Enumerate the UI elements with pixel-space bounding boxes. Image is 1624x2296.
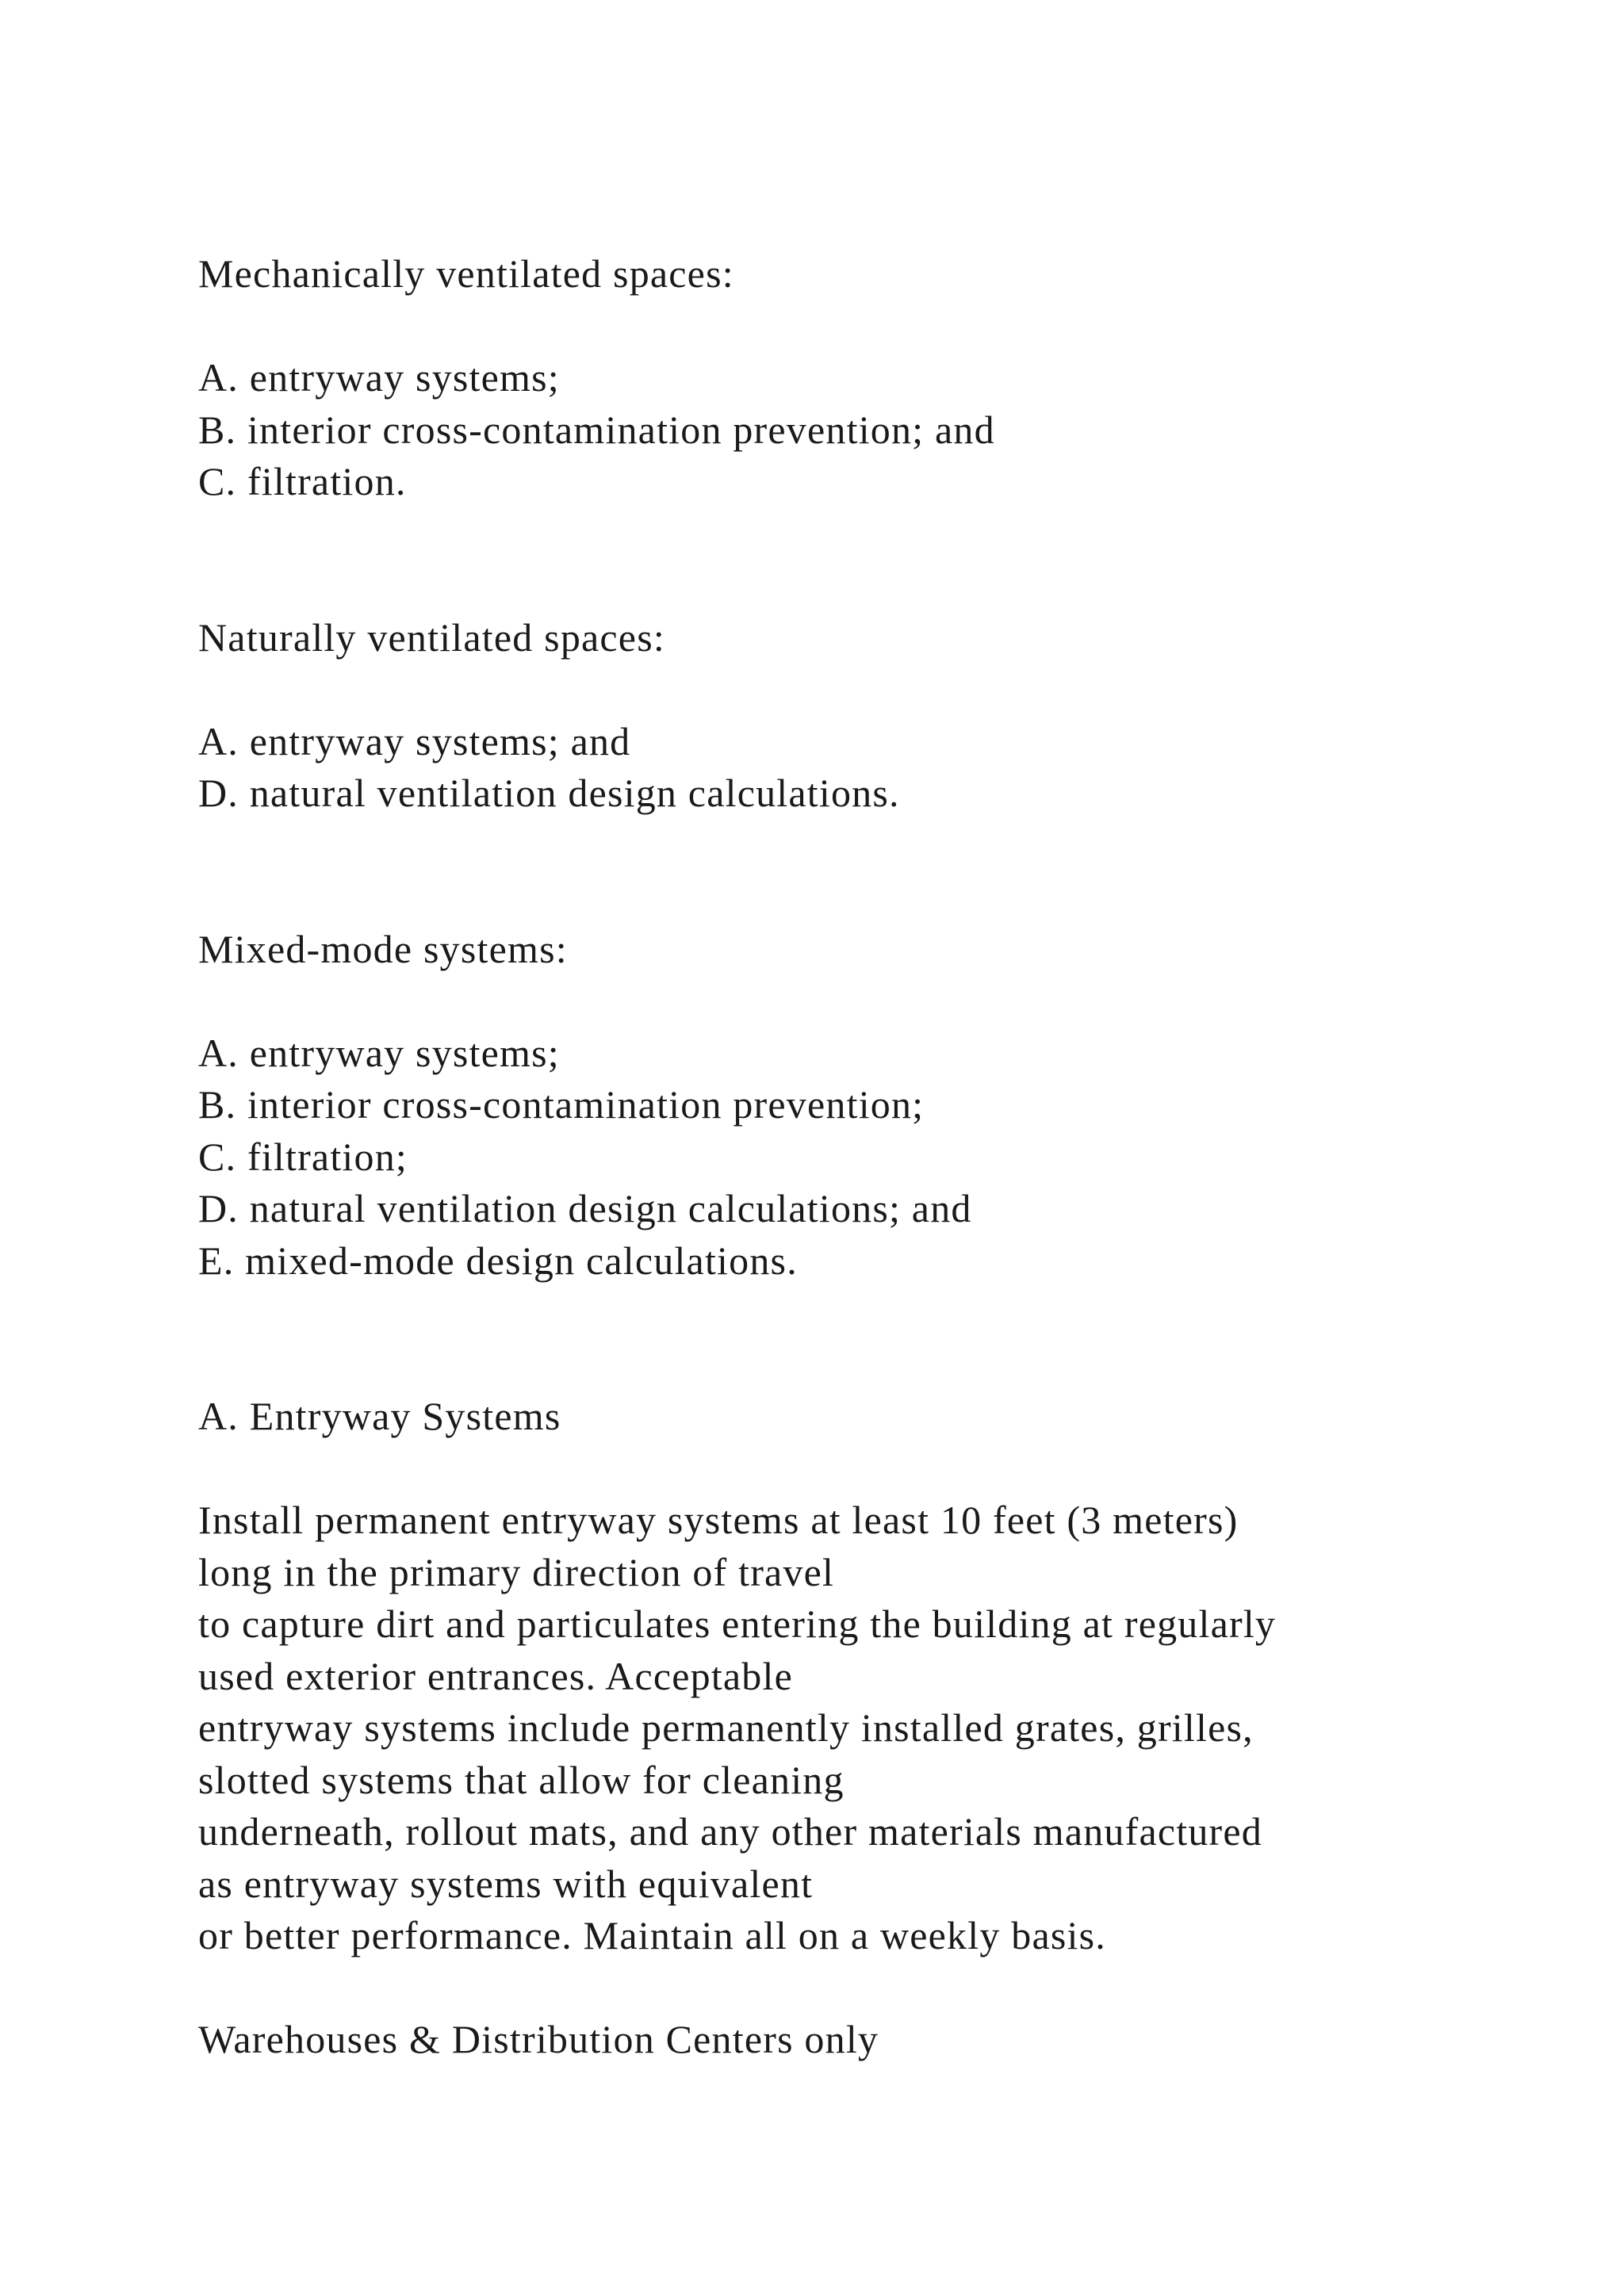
paragraph-line: as entryway systems with equivalent <box>198 1861 814 1906</box>
spacer <box>198 1443 1546 1495</box>
paragraph-line: to capture dirt and particulates entering the building at regularly <box>198 1601 1277 1646</box>
list-item: D. natural ventilation design calculations. <box>198 771 900 815</box>
heading-naturally-ventilated: Naturally ventilated spaces: <box>198 614 665 660</box>
spacer <box>198 1962 1546 2015</box>
paragraph-line: underneath, rollout mats, and any other materials manufactured <box>198 1809 1263 1854</box>
spacer <box>198 975 1546 1027</box>
document-page <box>198 248 1546 2066</box>
list-item: B. interior cross-contamination prevention; <box>198 1082 925 1127</box>
list-item: C. filtration; <box>198 1134 408 1179</box>
paragraph-line: long in the primary direction of travel <box>198 1549 835 1594</box>
entryway-paragraph <box>198 1494 1546 1962</box>
list-item: C. filtration. <box>198 459 407 503</box>
paragraph-line: entryway systems include permanently installed grates, grilles, <box>198 1705 1254 1750</box>
list-item: A. entryway systems; and <box>198 718 631 763</box>
note-warehouses: Warehouses & Distribution Centers only <box>198 2017 879 2061</box>
heading-entryway-systems: A. Entryway Systems <box>198 1394 561 1438</box>
paragraph-line: Install permanent entryway systems at least 10 feet (3 meters) <box>198 1498 1239 1542</box>
spacer <box>198 508 1546 612</box>
heading-mechanically-ventilated: Mechanically ventilated spaces: <box>198 251 734 296</box>
list-item: A. entryway systems; <box>198 1030 560 1075</box>
spacer <box>198 1287 1546 1391</box>
list-item: D. natural ventilation design calculations; and <box>198 1186 972 1230</box>
paragraph-line: or better performance. Maintain all on a weekly basis. <box>198 1913 1106 1957</box>
list-item: A. entryway systems; <box>198 355 560 400</box>
paragraph-line: used exterior entrances. Acceptable <box>198 1653 793 1698</box>
spacer <box>198 300 1546 353</box>
spacer <box>198 820 1546 924</box>
spacer <box>198 664 1546 716</box>
list-item: B. interior cross-contamination prevention; and <box>198 407 995 452</box>
heading-mixed-mode: Mixed-mode systems: <box>198 926 568 971</box>
list-item: E. mixed-mode design calculations. <box>198 1238 798 1283</box>
paragraph-line: slotted systems that allow for cleaning <box>198 1757 845 1802</box>
